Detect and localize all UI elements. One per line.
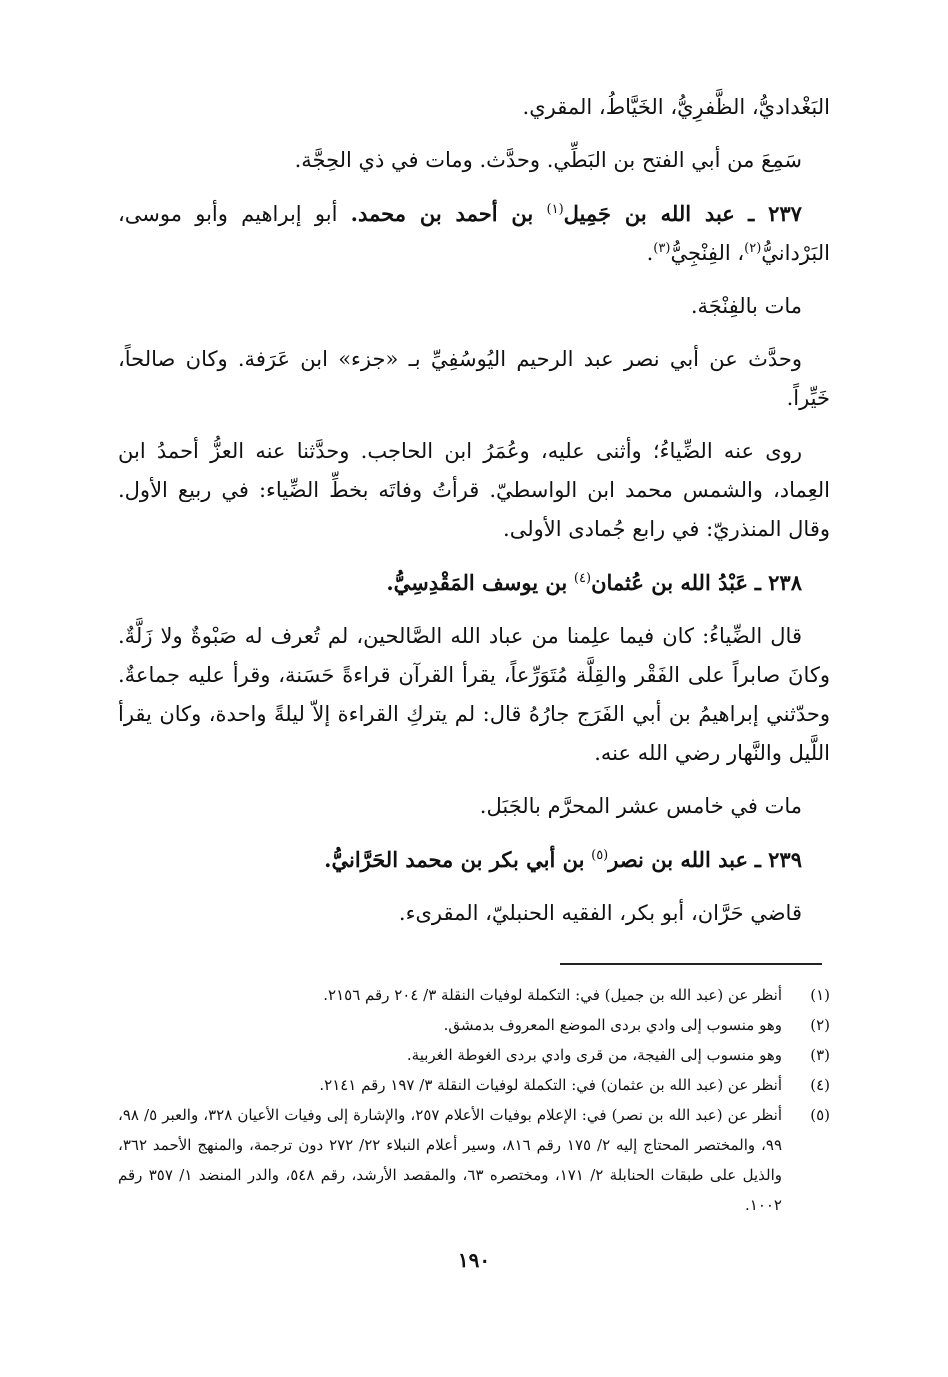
footnote-number: (١) (810, 986, 830, 1004)
entry-number: ٢٣٨ ـ (754, 570, 802, 595)
entry-name: عَبْدُ الله بن عُثمان (591, 570, 748, 595)
footnote-item (118, 1100, 830, 1220)
footnote-ref[interactable]: (٥) (591, 848, 609, 863)
footnote-divider (560, 963, 822, 965)
footnote-text: أنظر عن (عبد الله بن نصر) في: الإعلام بوفيات الأعلام ٢٥٧، والإشارة إلى وفيات الأعيان ٣٢٨، والعبر ٥/ ٩٨، ٩٩، والمختصر المحتاج إليه ٢/ ١٧٥ رقم ٨١٦، وسير أعلام النبلاء ٢٢/ ٢٧٢ دون ترجمة، والمنهج الأحمد ٣٦٢، والذيل على طبقات الحنابلة ٢/ ١٧١، ومختصره ٦٣، والمقصد الأرشد، رقم ٥٤٨، والدر المنضد ١/ ٣٥٧ رقم ١٠٠٢. (118, 1106, 783, 1214)
footnote-text: أنظر عن (عبد الله بن عثمان) في: التكملة لوفيات النقلة ٣/ ١٩٧ رقم ٢١٤١. (319, 1076, 782, 1094)
entry-name: عبد الله بن جَمِيل (563, 201, 735, 226)
entry-lineage: بن أحمد بن محمد. (350, 201, 534, 226)
footnote-number: (٢) (810, 1016, 830, 1034)
entry-lineage: بن يوسف المَقْدِسِيُّ. (386, 570, 568, 595)
paragraph-6: روى عنه الضِّياءُ؛ وأثنى عليه، وعُمَرُ ابن الحاجب. وحدَّثنا عنه العزُّ أحمدُ ابن العِماد، والشمس محمد ابن الواسطيّ. قرأتُ وفاتَه بخطِّ الضِّياء: في ربيع الأول. وقال المنذريّ: في رابع جُمادى الأولى. (118, 439, 830, 541)
paragraph-1: البَغْداديُّ، الظَّفرِيُّ، الخَيَّاطُ، المقري. (522, 95, 830, 119)
entry-nisba: ، الفِنْجِيُّ (670, 241, 745, 265)
footnote-item (118, 980, 830, 1010)
page-number: ١٩٠ (457, 1248, 491, 1272)
footnotes (118, 980, 830, 1220)
paragraph-2: سَمِعَ من أبي الفتح بن البَطِّي. وحدَّث. ومات في ذي الحِجَّة. (294, 148, 802, 172)
footnote-item (118, 1010, 830, 1040)
entry-kunya: أبو إبراهيم وأبو موسى، البَرْدانيُّ (118, 202, 830, 265)
entry-name: عبد الله بن نصر (608, 847, 748, 872)
paragraph-9: مات في خامس عشر المحرَّم بالجَبَل. (479, 794, 802, 818)
footnote-item (118, 1040, 830, 1070)
paragraph-5: وحدَّث عن أبي نصر عبد الرحيم اليُوسُفِيِّ بـ «جزء» ابن عَرَفة. وكان صالحاً، خَيِّراً. (118, 347, 830, 410)
entry-237 (118, 194, 830, 273)
footnote-ref[interactable]: (٣) (653, 241, 671, 256)
footnote-text: وهو منسوب إلى الفيجة، من قرى وادي بردى الغوطة الغربية. (406, 1046, 782, 1064)
entry-238 (118, 563, 830, 603)
paragraph-4: مات بالفِنْجَة. (690, 294, 802, 318)
entry-lineage: بن أبي بكر بن محمد الحَرَّانيُّ. (324, 847, 585, 872)
footnote-number: (٥) (810, 1106, 830, 1124)
footnote-ref[interactable]: (٤) (573, 571, 592, 586)
footnote-ref[interactable]: (٢) (744, 241, 762, 256)
footnote-text: أنظر عن (عبد الله بن جميل) في: التكملة لوفيات النقلة ٣/ ٢٠٤ رقم ٢١٥٦. (323, 986, 782, 1004)
footnote-item (118, 1070, 830, 1100)
main-text (118, 88, 830, 947)
paragraph-8: قال الضِّياءُ: كان فيما علِمنا من عباد الله الصَّالحين، لم تُعرف له صَبْوةٌ ولا زَلَّةٌ. وكانَ صابراً على الفَقْر والقِلَّة مُتَوَرِّعاً، يقرأ القرآن قراءةً حَسَنة، وقرأ عليه جماعةٌ. وحدّثني إبراهيمُ بن أبي الفَرَج جارُهُ قال: لم يتركِ القراءة إلاّ ليلةً واحدة، وكان يقرأ اللَّيل والنَّهار رضي الله عنه. (118, 624, 830, 765)
entry-number: ٢٣٩ ـ (754, 847, 802, 872)
entry-number: ٢٣٧ ـ (748, 201, 802, 226)
footnote-number: (٣) (810, 1046, 830, 1064)
footnote-number: (٤) (810, 1076, 830, 1094)
footnote-ref[interactable]: (١) (546, 202, 564, 217)
entry-end: . (646, 241, 654, 265)
footnote-text: وهو منسوب إلى وادي بردى الموضع المعروف بدمشق. (443, 1016, 782, 1034)
entry-239 (118, 840, 830, 880)
paragraph-11: قاضي حَرَّان، أبو بكر، الفقيه الحنبليّ، المقرىء. (398, 901, 802, 925)
